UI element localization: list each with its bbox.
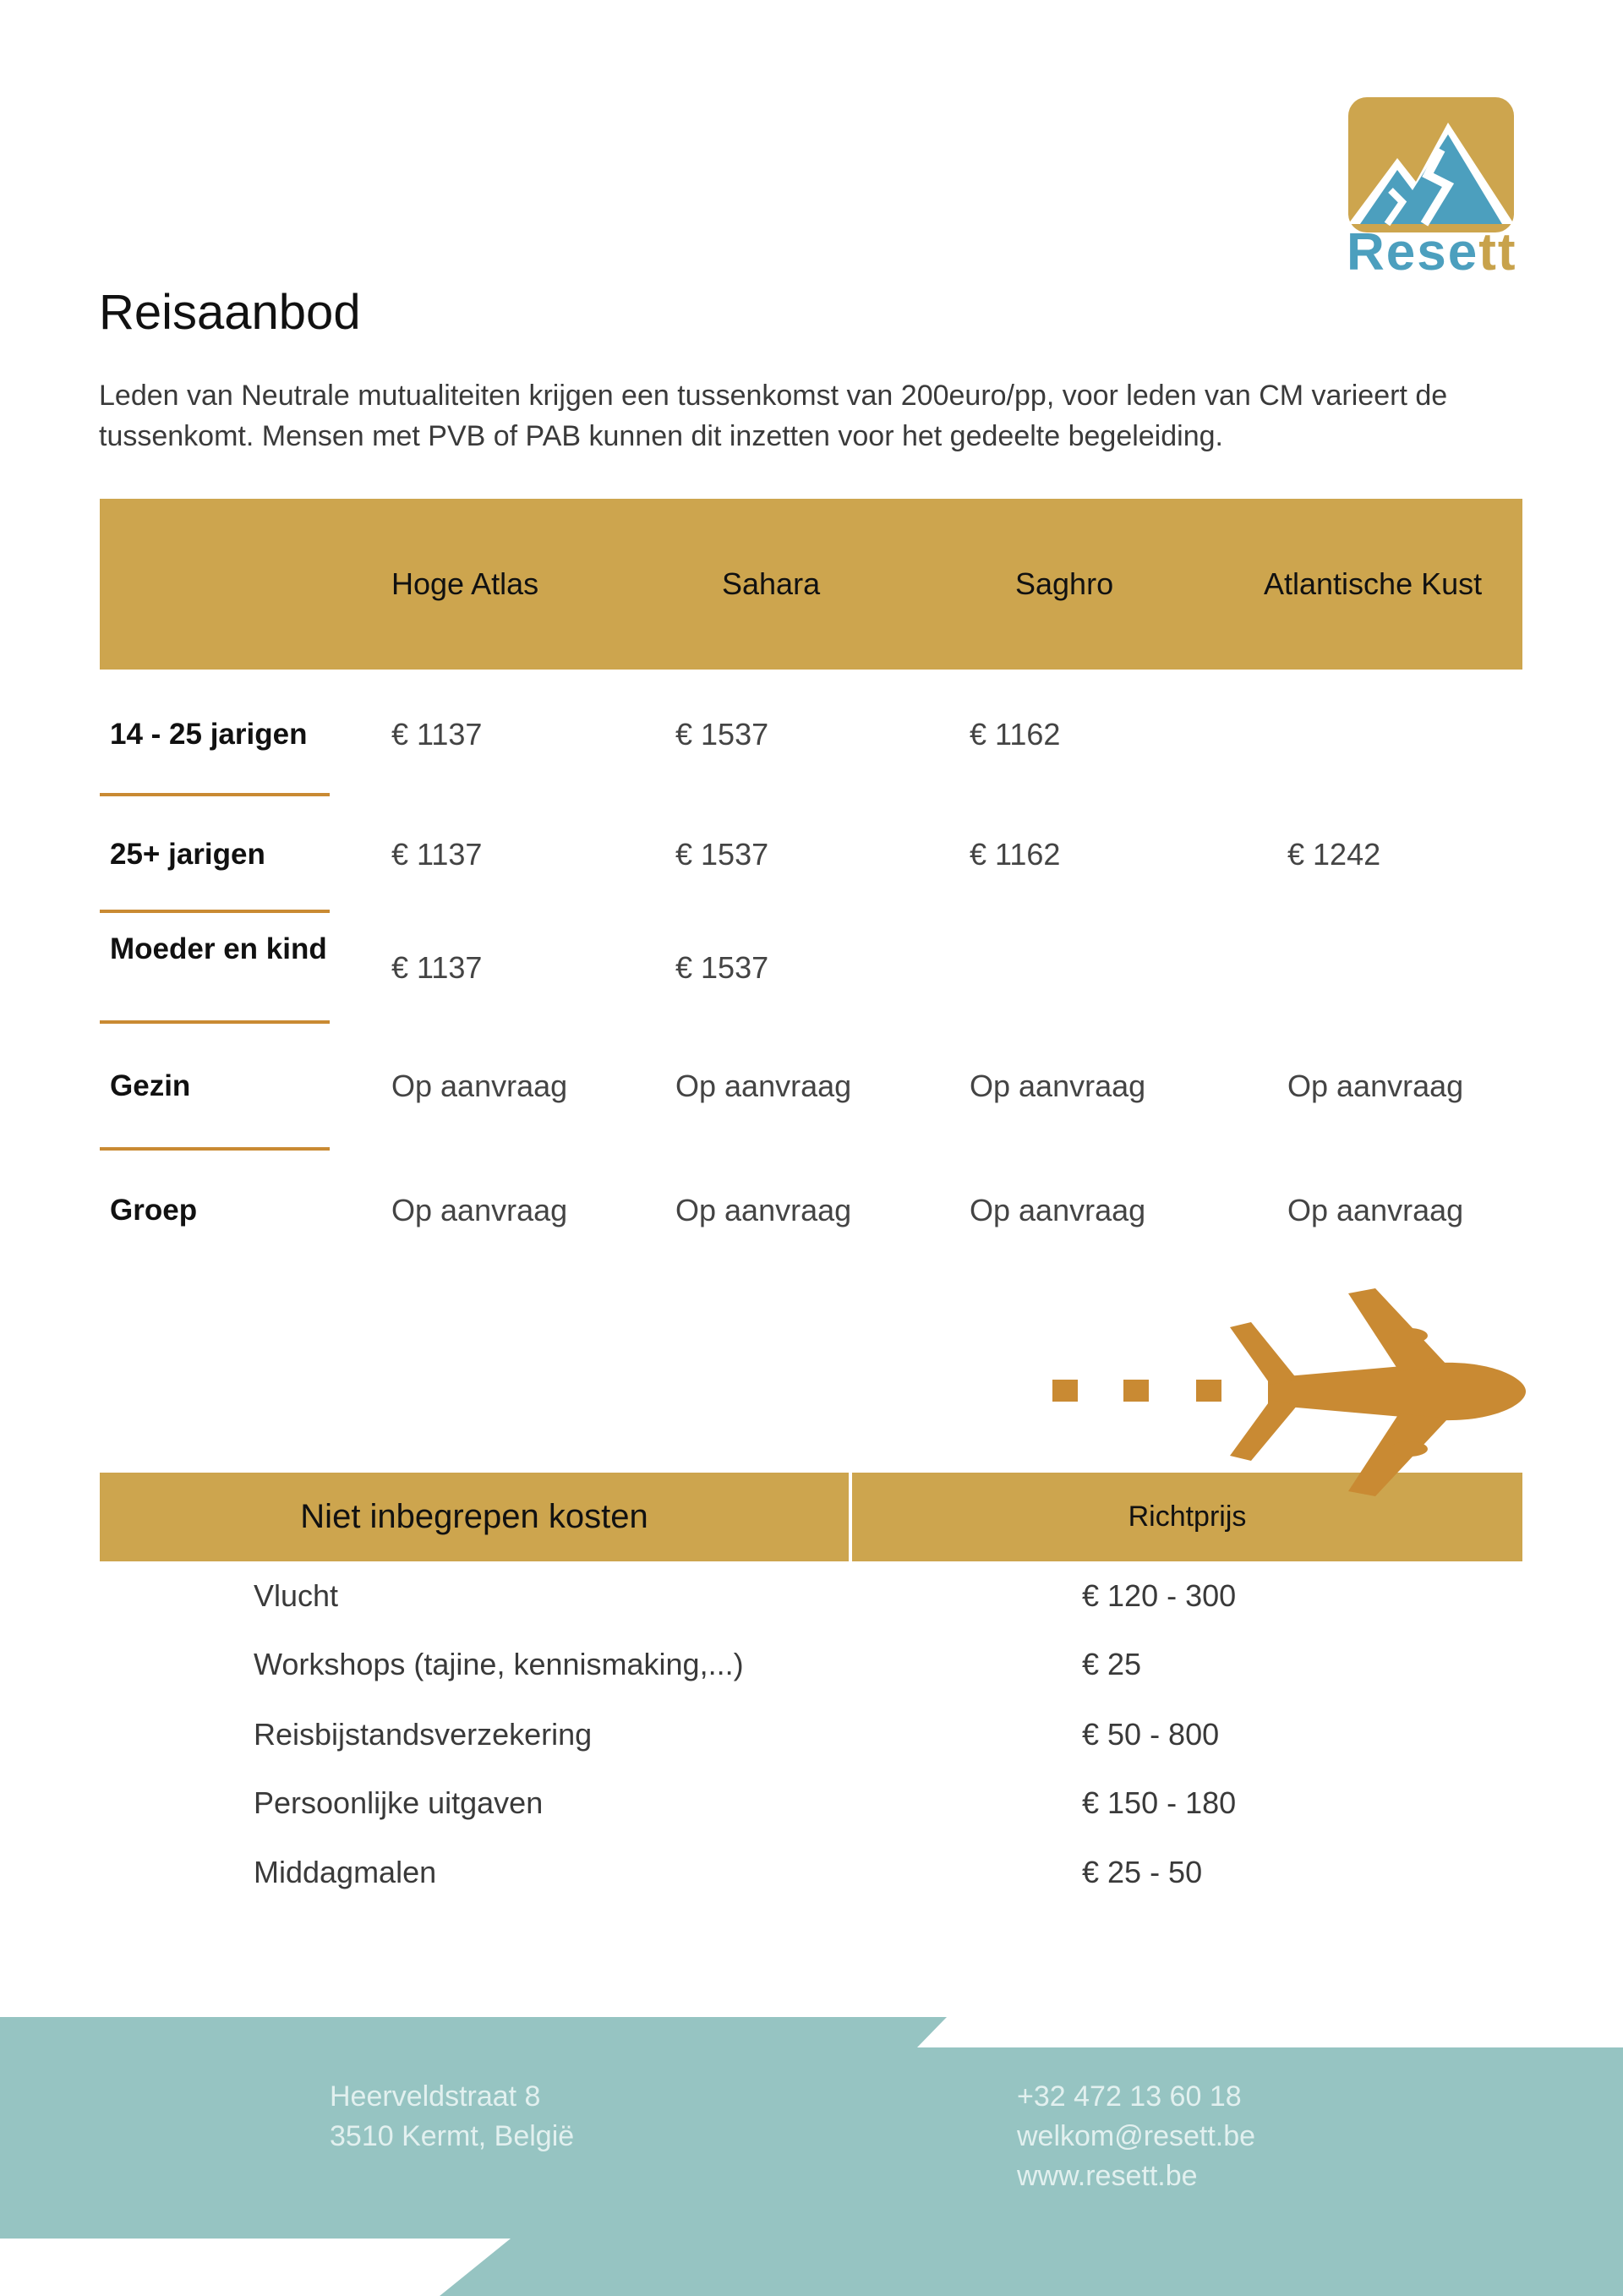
column-header-hoge-atlas: Hoge Atlas: [391, 566, 539, 601]
footer-banner: [0, 2012, 1623, 2296]
price-cell: € 1137: [391, 837, 483, 872]
column-header-atlantische-kust: Atlantische Kust: [1264, 566, 1483, 601]
price-cell: € 1162: [970, 717, 1061, 752]
cost-item-name: Workshops (tajine, kennismaking,...): [254, 1647, 744, 1681]
footer-address-line2: 3510 Kermt, België: [330, 2120, 575, 2152]
price-cell: Op aanvraag: [970, 1193, 1146, 1227]
cost-item-name: Middagmalen: [254, 1855, 437, 1889]
cost-item-name: Persoonlijke uitgaven: [254, 1785, 544, 1820]
row-label: 14 - 25 jarigen: [110, 718, 308, 751]
footer-phone[interactable]: +32 472 13 60 18: [1017, 2080, 1242, 2113]
cost-item-price: € 50 - 800: [1082, 1717, 1220, 1752]
price-cell: Op aanvraag: [970, 1069, 1146, 1103]
price-cell: Op aanvraag: [391, 1193, 568, 1227]
page-title: Reisaanbod: [99, 285, 361, 340]
footer-address-line1: Heerveldstraat 8: [330, 2080, 541, 2113]
cost-item-price: € 25: [1082, 1647, 1142, 1681]
row-label: Moeder en kind: [110, 932, 327, 965]
price-cell: € 1137: [391, 717, 483, 752]
price-cell: Op aanvraag: [391, 1069, 568, 1103]
cost-item-name: Reisbijstandsverzekering: [254, 1717, 593, 1752]
price-cell: € 1162: [970, 837, 1061, 872]
price-cell: Op aanvraag: [1287, 1193, 1464, 1227]
airplane-icon: [1044, 1285, 1526, 1501]
price-cell: € 1537: [675, 837, 769, 872]
cost-item-name: Vlucht: [254, 1578, 339, 1613]
price-cell: € 1537: [675, 950, 769, 985]
column-header-sahara: Sahara: [722, 566, 821, 601]
logo-wordmark: Resett: [1347, 223, 1517, 282]
cost-item-price: € 25 - 50: [1082, 1855, 1203, 1889]
footer-email[interactable]: welkom@resett.be: [1017, 2120, 1256, 2152]
intro-text: Leden van Neutrale mutualiteiten krijgen een tussenkomst van 200euro/pp, voor leden van CM varieert de tussenkomt. Mensen met PVB of PAB kunnen dit inzetten voor het gedeelte begeleiding.: [99, 380, 1448, 452]
row-separator: [100, 1020, 330, 1024]
price-cell: € 1537: [675, 717, 769, 752]
row-separator: [100, 793, 330, 796]
price-table-header: [100, 499, 1522, 670]
price-cell: € 1137: [391, 950, 483, 985]
row-label: Gezin: [110, 1069, 191, 1102]
price-cell: Op aanvraag: [675, 1193, 852, 1227]
row-separator: [100, 1147, 330, 1151]
row-separator: [100, 910, 330, 913]
price-cell: Op aanvraag: [675, 1069, 852, 1103]
costs-header-price: Richtprijs: [1128, 1501, 1247, 1533]
costs-header-item: Niet inbegrepen kosten: [300, 1498, 648, 1535]
price-cell: Op aanvraag: [1287, 1069, 1464, 1103]
row-label: Groep: [110, 1194, 198, 1227]
footer-website[interactable]: www.resett.be: [1017, 2160, 1198, 2192]
row-label: 25+ jarigen: [110, 838, 265, 871]
price-cell: € 1242: [1287, 837, 1381, 872]
cost-item-price: € 150 - 180: [1082, 1785, 1237, 1820]
cost-item-price: € 120 - 300: [1082, 1578, 1237, 1613]
column-header-saghro: Saghro: [1015, 566, 1114, 601]
